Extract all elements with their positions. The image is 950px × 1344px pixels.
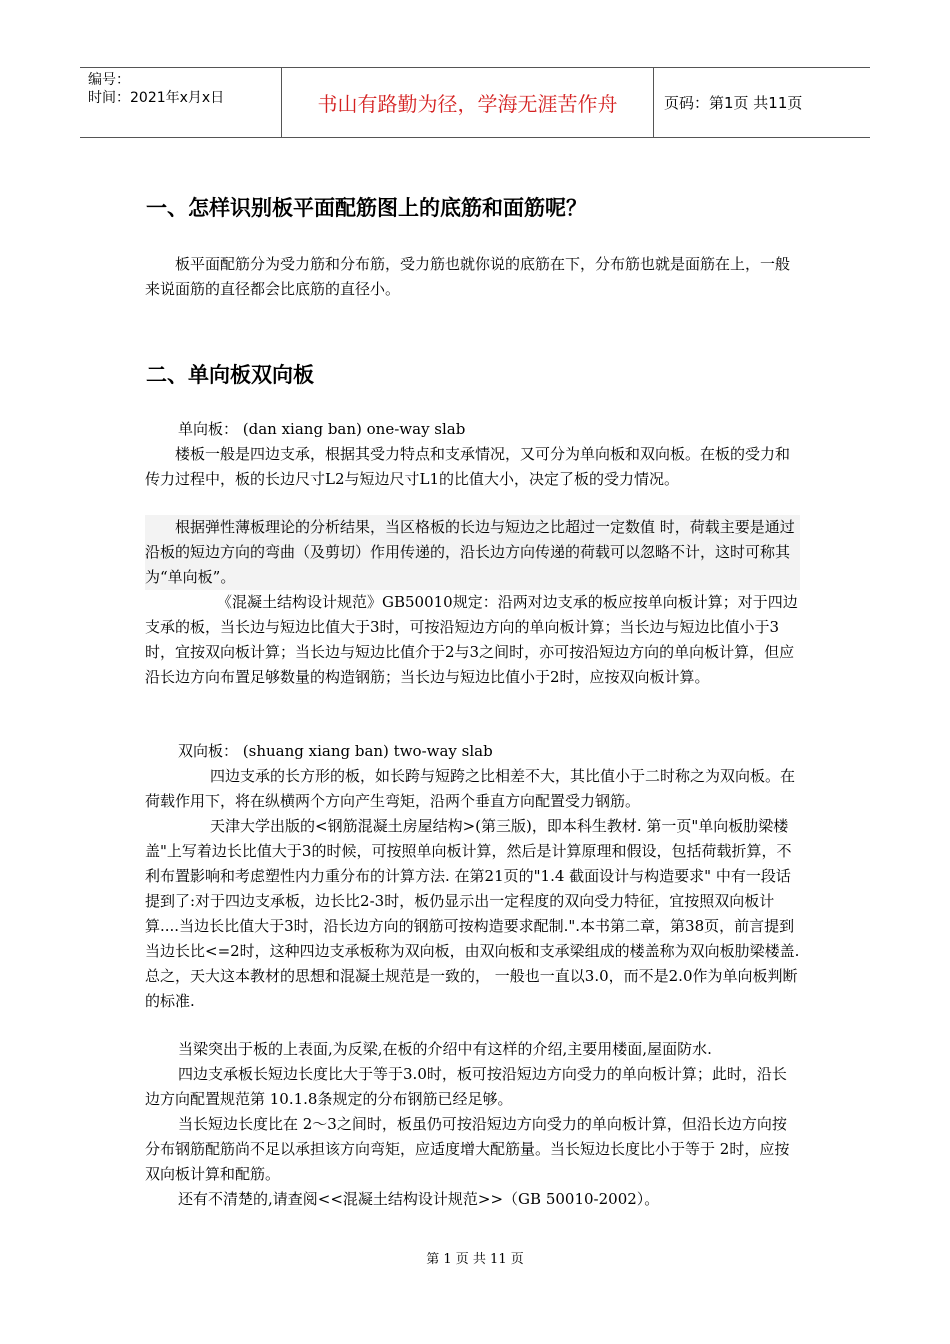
section1-paragraph	[145, 252, 800, 302]
oneway-paragraph-3: 《混凝土结构设计规范》GB50010规定：沿两对边支承的板应按单向板计算；对于四边支承的板，当长边与短边比值大于3时，可按沿短边方向的单向板计算；当长边与短边比值小于3时，宜按双向板计算；当长边与短边比值介于2与3之间时，亦可按沿短边方向的单向板计算，但应沿长边方向布置足够数量的构造钢筋；当长边与短边比值小于2时，应按双向板计算。	[145, 593, 798, 686]
note-paragraph-d: 还有不清楚的,请查阅<<混凝土结构设计规范>>（GB 50010-2002）。	[178, 1190, 660, 1208]
twoway-paragraph-1: 四边支承的长方形的板，如长跨与短跨之比相差不大，其比值小于二时称之为双向板。在荷载作用下，将在纵横两个方向产生弯矩，沿两个垂直方向配置受力钢筋。	[145, 767, 796, 810]
page-header	[80, 67, 870, 138]
section1-title: 一、怎样识别板平面配筋图上的底筋和面筋呢？	[146, 196, 587, 220]
header-meta	[80, 68, 280, 140]
section2-title: 二、单向板双向板	[146, 363, 314, 387]
twoway-paragraph-2: 天津大学出版的<钢筋混凝土房屋结构>(第三版)，即本科生教材. 第一页"单向板肋梁楼盖"上写着边长比值大于3的时候，可按照单向板计算，然后是计算原理和假设，包括荷载折算，不利布置影响和考虑塑性内力重分布的计算方法. 在第21页的"1.4 截面设计与构造要求" 中有一段话提到了:对于四边支承板，边长比2-3时，板仍显示出一定程度的双向受力特征，宜按照双向板计算....当边长比值大于3时，沿长边方向的钢筋可按构造要求配制.".本书第二章，第38页，前言提到当边长比<=2时，这种四边支承板称为双向板，由双向板和支承梁组成的楼盖称为双向板肋梁楼盖. 总之，天大这本教材的思想和混凝土规范是一致的， 一般也一直以3.0，而不是2.0作为单向板判断的标准.	[145, 817, 800, 1010]
time-label: 时间：2021年x月x日	[88, 90, 225, 106]
section1-text: 板平面配筋分为受力筋和分布筋，受力筋也就你说的底筋在下，分布筋也就是面筋在上，一般来说面筋的直径都会比底筋的直径小。	[145, 255, 791, 298]
note-paragraph-b: 四边支承板长短边长度比大于等于3.0时，板可按沿短边方向受力的单向板计算；此时，沿长边方向配置规范第 10.1.8条规定的分布钢筋已经足够。	[145, 1065, 787, 1108]
header-motto: 书山有路勤为径，学海无涯苦作舟	[281, 68, 654, 137]
oneway-paragraph-2-block	[145, 515, 800, 590]
oneway-label: 单向板： (dan xiang ban) one-way slab	[178, 420, 466, 438]
note-paragraph-c: 当长短边长度比在 2～3之间时，板虽仍可按沿短边方向受力的单向板计算，但沿长边方向按分布钢筋配筋尚不足以承担该方向弯矩，应适度增大配筋量。当长短边长度比小于等于 2时，应按双向板计算和配筋。	[145, 1115, 790, 1183]
note-paragraph-a: 当梁突出于板的上表面,为反梁,在板的介绍中有这样的介绍,主要用楼面,屋面防水.	[178, 1040, 712, 1058]
notes-block	[145, 1037, 800, 1212]
twoway-label: 双向板： (shuang xiang ban) two-way slab	[178, 742, 493, 760]
header-page-info: 页码：第1页 共11页	[664, 94, 803, 112]
oneway-block	[145, 417, 800, 492]
oneway-paragraph-1: 楼板一般是四边支承，根据其受力特点和支承情况，又可分为单向板和双向板。在板的受力和传力过程中，板的长边尺寸L2与短边尺寸L1的比值大小，决定了板的受力情况。	[145, 445, 791, 488]
twoway-block	[145, 739, 800, 1014]
number-label: 编号：	[88, 72, 130, 88]
page-footer: 第 1 页 共 11 页	[426, 1252, 524, 1267]
oneway-paragraph-2: 根据弹性薄板理论的分析结果，当区格板的长边与短边之比超过一定数值 时，荷载主要是通过沿板的短边方向的弯曲（及剪切）作用传递的，沿长边方向传递的荷载可以忽略不计，这时可称其为“单向板”。	[145, 518, 795, 586]
oneway-paragraph-3-block	[145, 590, 800, 690]
